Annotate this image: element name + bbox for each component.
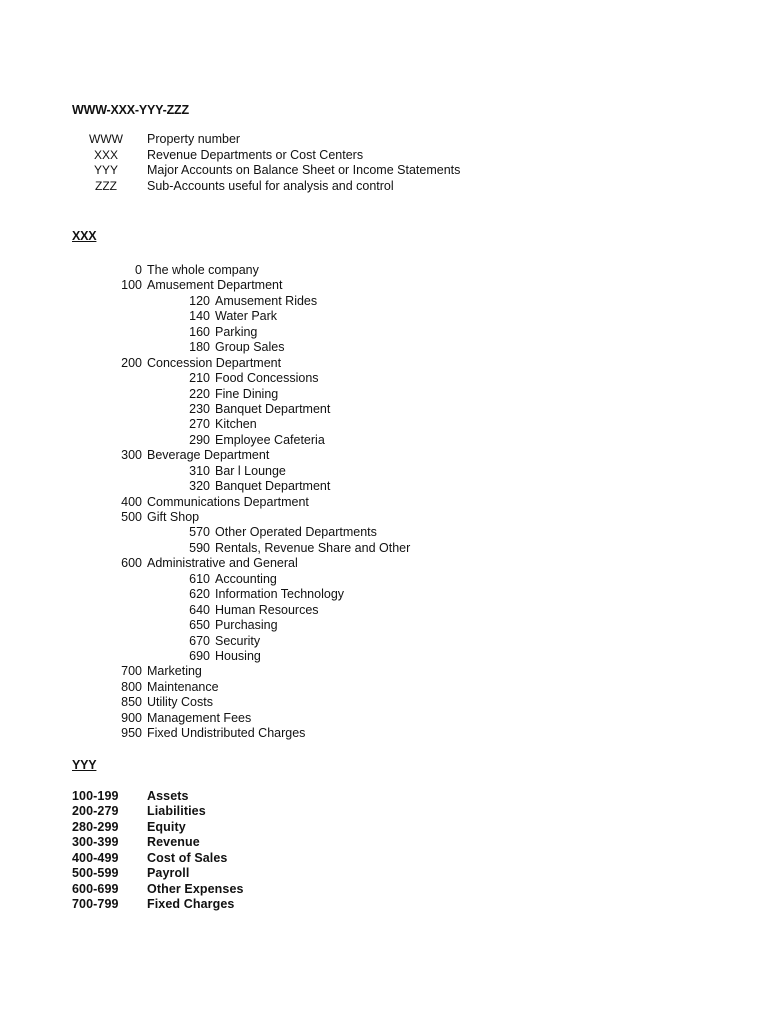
department-name: Management Fees xyxy=(147,710,252,725)
account-range-list xyxy=(0,789,768,913)
department-code: 600 xyxy=(121,556,142,571)
department-name: Human Resources xyxy=(215,602,319,617)
department-name: Group Sales xyxy=(215,340,285,355)
sub-department-row xyxy=(0,402,768,417)
department-name: Fixed Undistributed Charges xyxy=(147,726,306,741)
department-row xyxy=(0,495,768,510)
sub-department-row xyxy=(0,309,768,324)
department-row xyxy=(0,356,768,371)
department-code: 640 xyxy=(189,602,210,617)
department-name: Utility Costs xyxy=(147,695,213,710)
department-row xyxy=(0,680,768,695)
department-code: 620 xyxy=(189,587,210,602)
department-code: 100 xyxy=(121,278,142,293)
department-name: Water Park xyxy=(215,309,278,324)
legend-row xyxy=(0,148,768,164)
legend-description: Property number xyxy=(147,132,241,146)
department-name: Rentals, Revenue Share and Other xyxy=(215,540,411,555)
department-row xyxy=(0,448,768,463)
department-code: 650 xyxy=(189,618,210,633)
legend-code: WWW xyxy=(89,132,123,146)
department-name: Maintenance xyxy=(147,679,219,694)
sub-department-row xyxy=(0,525,768,540)
department-code: 220 xyxy=(189,386,210,401)
account-range-row xyxy=(0,866,768,881)
sub-department-row xyxy=(0,587,768,602)
account-range: 200-279 xyxy=(72,804,119,819)
department-code: 850 xyxy=(121,695,142,710)
sub-department-row xyxy=(0,387,768,402)
document-title: WWW-XXX-YYY-ZZZ xyxy=(72,103,189,117)
department-row xyxy=(0,263,768,278)
department-code: 230 xyxy=(189,401,210,416)
account-category: Other Expenses xyxy=(147,881,244,896)
department-name: Gift Shop xyxy=(147,510,200,524)
department-row xyxy=(0,711,768,726)
department-name: Employee Cafeteria xyxy=(215,432,325,447)
department-code: 320 xyxy=(189,479,210,494)
department-name: Parking xyxy=(215,324,258,339)
department-code: 300 xyxy=(121,448,142,463)
account-range-row xyxy=(0,851,768,866)
department-name: Beverage Department xyxy=(147,448,270,463)
account-category: Fixed Charges xyxy=(147,897,235,912)
sub-department-row xyxy=(0,634,768,649)
account-range: 100-199 xyxy=(72,789,119,803)
xxx-section-heading: XXX xyxy=(72,229,97,243)
account-range-row xyxy=(0,882,768,897)
department-code: 900 xyxy=(121,710,142,725)
sub-department-row xyxy=(0,603,768,618)
account-category: Cost of Sales xyxy=(147,850,228,865)
department-code: 120 xyxy=(189,293,210,308)
account-range: 280-299 xyxy=(72,819,119,834)
sub-department-row xyxy=(0,464,768,479)
department-code: 690 xyxy=(189,648,210,663)
account-range-row xyxy=(0,789,768,804)
department-name: Amusement Rides xyxy=(215,293,318,308)
department-name: Amusement Department xyxy=(147,278,283,293)
department-code: 590 xyxy=(189,540,210,555)
account-range-row xyxy=(0,804,768,819)
department-row xyxy=(0,664,768,679)
account-range-row xyxy=(0,820,768,835)
yyy-section-heading: YYY xyxy=(72,758,97,772)
account-range: 700-799 xyxy=(72,897,119,912)
account-category: Equity xyxy=(147,819,186,834)
department-row xyxy=(0,556,768,571)
department-name: Marketing xyxy=(147,664,202,679)
department-code: 0 xyxy=(135,263,142,277)
sub-department-row xyxy=(0,541,768,556)
account-range-row xyxy=(0,835,768,850)
department-code: 400 xyxy=(121,494,142,509)
legend-code: YYY xyxy=(93,163,118,177)
department-code: 180 xyxy=(189,340,210,355)
department-code: 950 xyxy=(121,726,142,741)
account-category: Assets xyxy=(147,789,189,803)
account-category: Payroll xyxy=(147,866,190,881)
department-name: Security xyxy=(215,633,261,648)
sub-department-row xyxy=(0,371,768,386)
department-name: Other Operated Departments xyxy=(215,525,377,540)
legend-row xyxy=(0,179,768,195)
sub-department-row xyxy=(0,294,768,309)
department-row xyxy=(0,695,768,710)
sub-department-row xyxy=(0,417,768,432)
department-row xyxy=(0,278,768,293)
account-category: Liabilities xyxy=(147,804,206,819)
department-code-list xyxy=(0,263,768,742)
department-row xyxy=(0,726,768,741)
legend-description: Major Accounts on Balance Sheet or Income Statements xyxy=(147,163,461,177)
legend-description: Revenue Departments or Cost Centers xyxy=(147,147,364,162)
department-name: Accounting xyxy=(215,571,277,586)
department-name: Administrative and General xyxy=(147,556,298,571)
department-name: Food Concessions xyxy=(215,371,319,386)
department-code: 610 xyxy=(189,571,210,586)
sub-department-row xyxy=(0,649,768,664)
department-code: 290 xyxy=(189,432,210,447)
sub-department-row xyxy=(0,479,768,494)
legend-description: Sub-Accounts useful for analysis and control xyxy=(147,178,394,193)
department-code: 160 xyxy=(189,324,210,339)
department-code: 270 xyxy=(189,417,210,432)
sub-department-row xyxy=(0,325,768,340)
department-name: Banquet Department xyxy=(215,401,331,416)
account-range: 600-699 xyxy=(72,881,119,896)
account-range: 500-599 xyxy=(72,866,119,881)
department-code: 700 xyxy=(121,664,142,679)
legend-row xyxy=(0,132,768,148)
sub-department-row xyxy=(0,340,768,355)
department-name: Kitchen xyxy=(215,417,257,432)
department-name: Communications Department xyxy=(147,494,309,509)
account-range-row xyxy=(0,897,768,912)
account-range: 400-499 xyxy=(72,850,119,865)
department-code: 200 xyxy=(121,355,142,370)
legend-row xyxy=(0,163,768,179)
sub-department-row xyxy=(0,572,768,587)
department-code: 500 xyxy=(121,510,142,524)
department-name: Concession Department xyxy=(147,355,282,370)
department-code: 210 xyxy=(189,371,210,386)
legend-code: XXX xyxy=(93,147,118,162)
department-name: Banquet Department xyxy=(215,479,331,494)
department-code: 670 xyxy=(189,633,210,648)
department-name: Fine Dining xyxy=(215,386,279,401)
sub-department-row xyxy=(0,618,768,633)
department-code: 140 xyxy=(189,309,210,324)
account-category: Revenue xyxy=(147,835,200,850)
department-name: The whole company xyxy=(147,263,259,277)
code-legend xyxy=(0,132,768,194)
legend-code: ZZZ xyxy=(95,178,117,193)
department-code: 800 xyxy=(121,679,142,694)
department-name: Housing xyxy=(215,648,261,663)
department-name: Bar l Lounge xyxy=(215,463,286,478)
department-code: 310 xyxy=(189,463,210,478)
department-name: Purchasing xyxy=(215,618,278,633)
account-range: 300-399 xyxy=(72,835,119,850)
department-code: 570 xyxy=(189,525,210,540)
sub-department-row xyxy=(0,433,768,448)
department-name: Information Technology xyxy=(215,587,345,602)
department-row xyxy=(0,510,768,525)
